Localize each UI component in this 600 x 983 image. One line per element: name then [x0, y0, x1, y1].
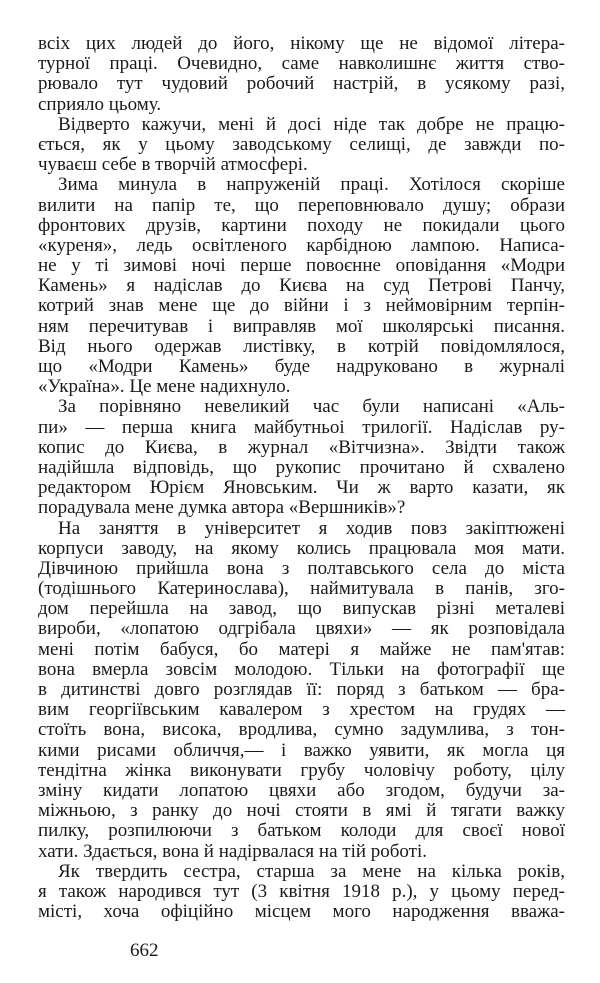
text-line: На заняття в університет я ходив повз закіптюжені	[58, 517, 565, 539]
text-line: редактором Юрієм Яновським. Чи ж варто казати, як	[38, 477, 565, 499]
text-line: «Україна». Це мене надихнуло.	[38, 376, 291, 398]
text-line: (тодішнього Катеринослава), наймитувала в панів, зго-	[38, 578, 565, 600]
text-line: вилити на папір те, що переповнювало душу; образи	[38, 194, 565, 216]
text-line: турної праці. Очевидно, саме навколишнє життя ство-	[38, 53, 565, 75]
text-line: порадувала мене думка автора «Вершників»?	[38, 497, 406, 519]
text-line: дом перейшла на завод, що випускав різні металеві	[38, 598, 565, 620]
page-body-text	[38, 34, 565, 922]
text-line: ням перечитував і виправляв мої школярські писання.	[38, 315, 565, 337]
text-line: За порівняно невеликий час були написані «Аль-	[58, 396, 565, 418]
text-line: Як твердить сестра, старша за мене на кілька років,	[58, 860, 565, 882]
text-line: не у ті зимові ночі перше повоєнне оповідання «Модри	[38, 255, 565, 277]
page-number: 662	[130, 940, 159, 961]
text-line: надійшла відповідь, що рукопис прочитано й схвалено	[38, 456, 565, 478]
text-line: стоїть вона, висока, вродлива, сумно задумлива, з тон-	[38, 719, 565, 741]
text-line: Відверто кажучи, мені й досі ніде так добре не працю-	[58, 113, 565, 135]
text-line: я також народився тут (3 квітня 1918 р.), у цьому перед-	[38, 880, 565, 902]
text-line: ється, як у цьому заводському селищі, де завжди по-	[38, 133, 565, 155]
text-line: пилку, розпилюючи з батьком колоди для своєї нової	[38, 820, 565, 842]
text-line: пи» — перша книга майбутньоі трилогії. Надіслав ру-	[38, 416, 565, 438]
text-line: вона вмерла зовсім молодою. Тільки на фотографії ще	[38, 658, 565, 680]
text-line: хати. Здається, вона й надірвалася на тій роботі.	[38, 840, 428, 862]
text-line: чуваєш себе в творчій атмосфері.	[38, 154, 308, 176]
paragraph	[38, 115, 565, 176]
text-line: мені потім бабуся, бо матері я майже не пам'ятав:	[38, 638, 565, 660]
text-line: всіх цих людей до його, нікому ще не відомої літера-	[38, 33, 565, 54]
text-line: тендітна жінка виконувати грубу чоловічу роботу, цілу	[38, 759, 565, 781]
text-line: в дитинстві довго розглядав її: поряд з батьком — бра-	[38, 679, 565, 700]
text-line: корпуси заводу, на якому колись працювала моя мати.	[38, 537, 565, 559]
text-line: котрий знав мене ще до війни і з неймовірним терпін-	[38, 295, 565, 317]
text-line: вироби, «лопатою одгрібала цвяхи» — як розповідала	[38, 618, 565, 640]
text-line: Від нього одержав листівку, в котрій повідомлялося,	[38, 335, 565, 357]
text-line: Камень» я надіслав до Києва на суд Петрові Панчу,	[38, 275, 565, 297]
text-line: «куреня», ледь освітленого карбідною лампою. Написа-	[38, 234, 565, 256]
paragraph	[38, 175, 565, 397]
text-line: сприяло цьому.	[38, 93, 162, 115]
paragraph	[38, 397, 565, 518]
text-line: кими рисами обличчя,— і важко уявити, як могла ця	[38, 739, 565, 761]
text-line: фронтових друзів, картини походу не покидали цього	[38, 214, 565, 236]
text-line: зміну кидати лопатою цвяхи або згодом, будучи за-	[38, 779, 565, 801]
text-line: копис до Києва, в журнал «Вітчизна». Звідти також	[38, 436, 565, 458]
paragraph	[38, 34, 565, 115]
text-line: рювало тут чудовий робочий настрій, в усякому разі,	[38, 73, 565, 95]
paragraph	[38, 519, 565, 862]
text-line: Дівчиною прийшла вона з полтавського села до міста	[38, 557, 565, 579]
text-line: міжньою, з ранку до ночі стояти в ямі й тягати важку	[38, 800, 565, 822]
paragraph	[38, 862, 565, 923]
text-line: вим георгіївським кавалером з хрестом на грудях —	[38, 699, 565, 721]
text-line: що «Модри Камень» буде надруковано в журналі	[38, 356, 565, 377]
text-line: Зима минула в напруженій праці. Хотілося скоріше	[58, 174, 565, 196]
text-line: місті, хоча офіційно місцем мого народження вважа-	[38, 901, 565, 923]
